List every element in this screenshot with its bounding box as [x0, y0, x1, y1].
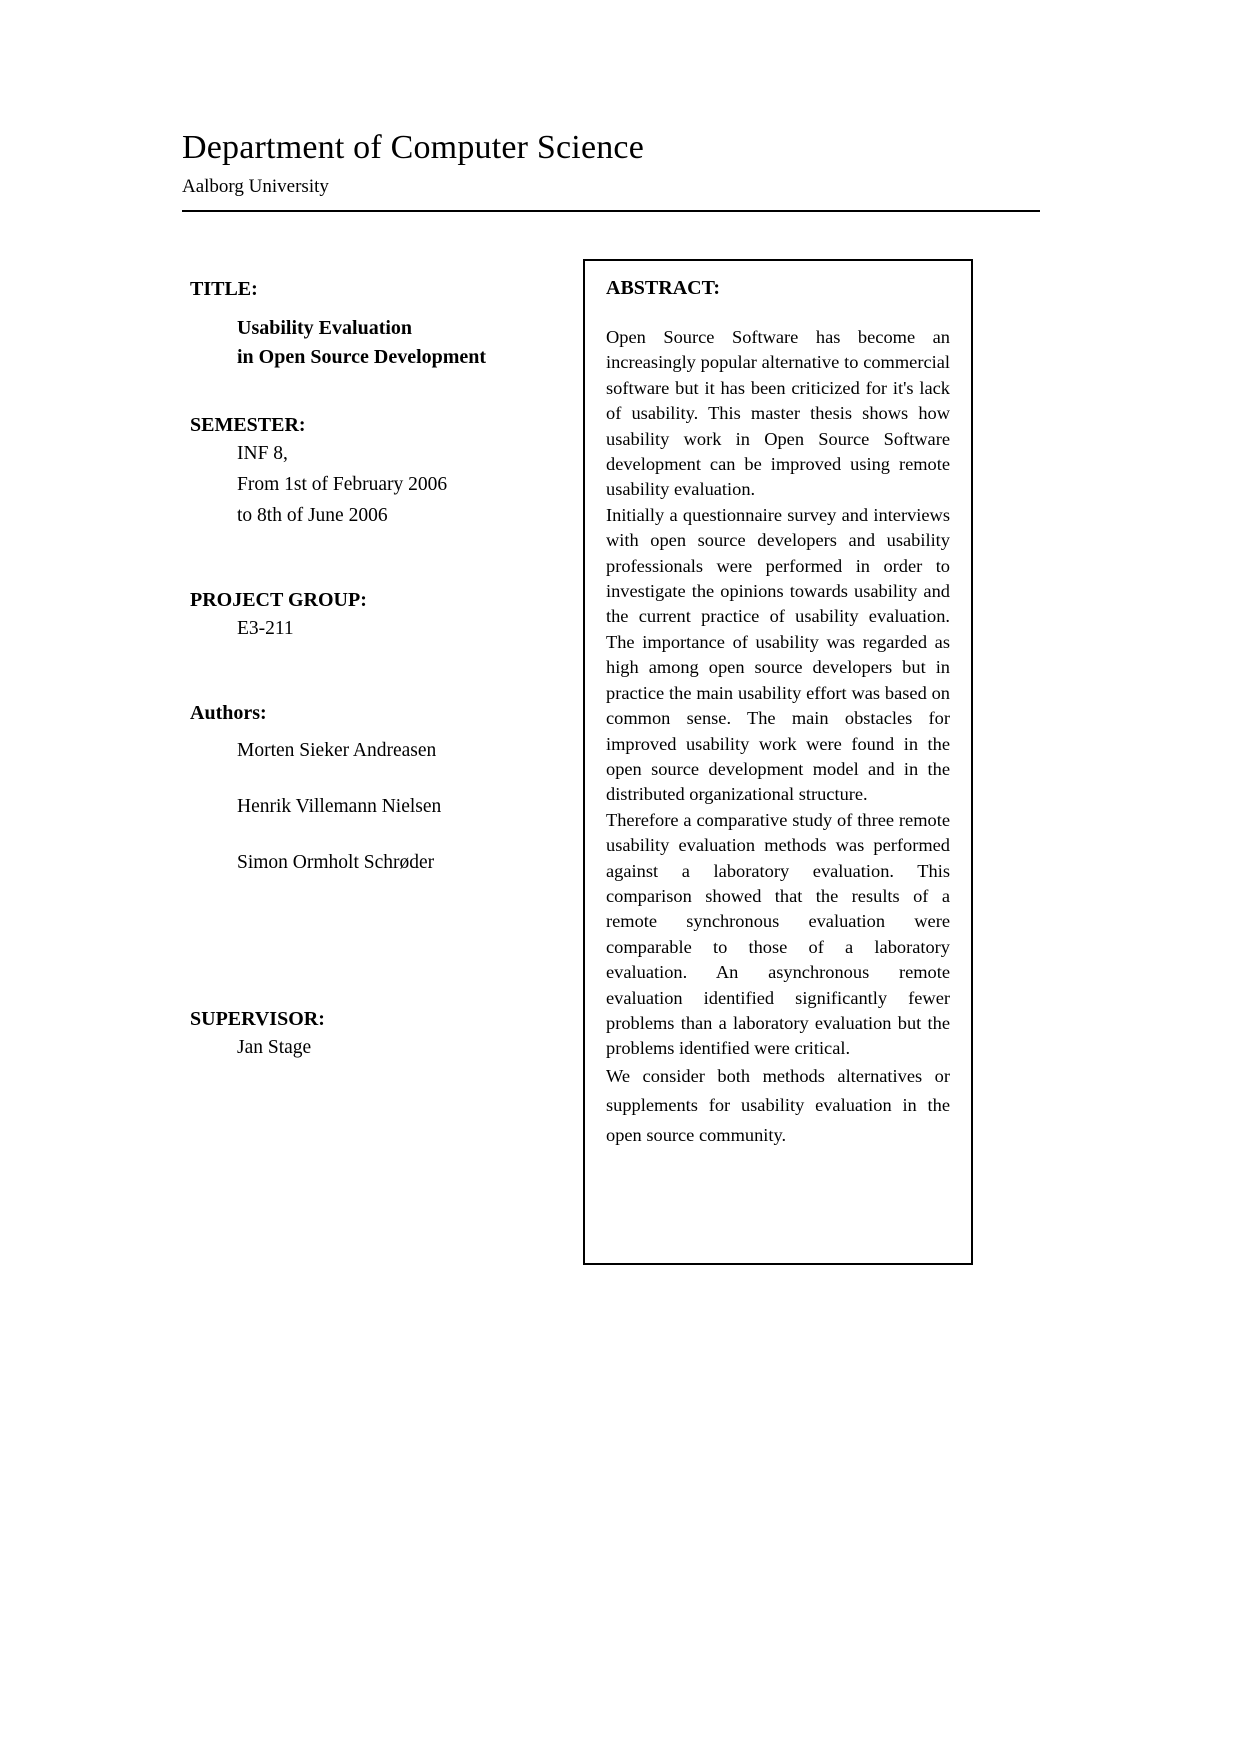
abstract-paragraph: Open Source Software has become an increasingly popular alternative to commercial software but it has been criticized for it's lack of usability. This master thesis shows how usability work in Open Source Software development can be improved using remote usability evaluation. — [606, 327, 950, 500]
semester-line-3: to 8th of June 2006 — [237, 505, 388, 526]
spacer — [190, 766, 560, 792]
page-header — [182, 128, 1040, 200]
abstract-label: ABSTRACT: — [606, 277, 721, 299]
abstract-paragraph: Initially a questionnaire survey and interviews with open source developers and usability professionals were performed in order to investigate the opinions towards usability and the current practice of usability evaluation. The importance of usability was regarded as high among open source developers but in practice the main usability effort was based on common sense. The main obstacles for improved usability work were found in the open source development model and in the distributed organizational structure. — [606, 504, 950, 805]
supervisor-value: Jan Stage — [237, 1037, 312, 1058]
spacer — [190, 822, 560, 848]
spacer — [190, 726, 560, 736]
abstract-paragraph: We consider both methods alternatives or supplements for usability evaluation in the open source community. — [606, 1065, 950, 1145]
spacer — [190, 372, 560, 412]
semester-line-2: From 1st of February 2006 — [237, 474, 448, 495]
author-name: Henrik Villemann Nielsen — [237, 796, 442, 817]
semester-line-1: INF 8, — [237, 443, 288, 464]
header-divider — [182, 210, 1040, 212]
abstract-box — [583, 259, 973, 1265]
thesis-title-line-2: in Open Source Development — [237, 346, 487, 368]
author-name: Simon Ormholt Schrøder — [237, 852, 435, 873]
department-title: Department of Computer Science — [182, 129, 645, 166]
title-label: TITLE: — [190, 278, 258, 300]
project-group-value: E3-211 — [237, 618, 294, 639]
thesis-title — [190, 314, 560, 372]
supervisor-label: SUPERVISOR: — [190, 1008, 325, 1030]
spacer — [190, 878, 560, 950]
left-info-column — [190, 276, 560, 1063]
semester-label: SEMESTER: — [190, 414, 306, 436]
project-group-label: PROJECT GROUP: — [190, 589, 367, 611]
spacer — [190, 644, 560, 700]
university-name: Aalborg University — [182, 176, 329, 197]
spacer — [190, 950, 560, 1006]
thesis-title-line-1: Usability Evaluation — [237, 317, 413, 339]
authors-label: Authors: — [190, 702, 267, 724]
semester-value — [190, 438, 560, 531]
spacer — [190, 531, 560, 587]
author-name: Morten Sieker Andreasen — [237, 740, 437, 761]
abstract-paragraph: Therefore a comparative study of three remote usability evaluation methods was performed against a laboratory evaluation. This comparison showed that the results of a remote synchronous evaluation were comparable to those of a laboratory evaluation. An asynchronous remote evaluation identified significantly fewer problems than a laboratory evaluation but the problems identified were critical. — [606, 809, 950, 1059]
